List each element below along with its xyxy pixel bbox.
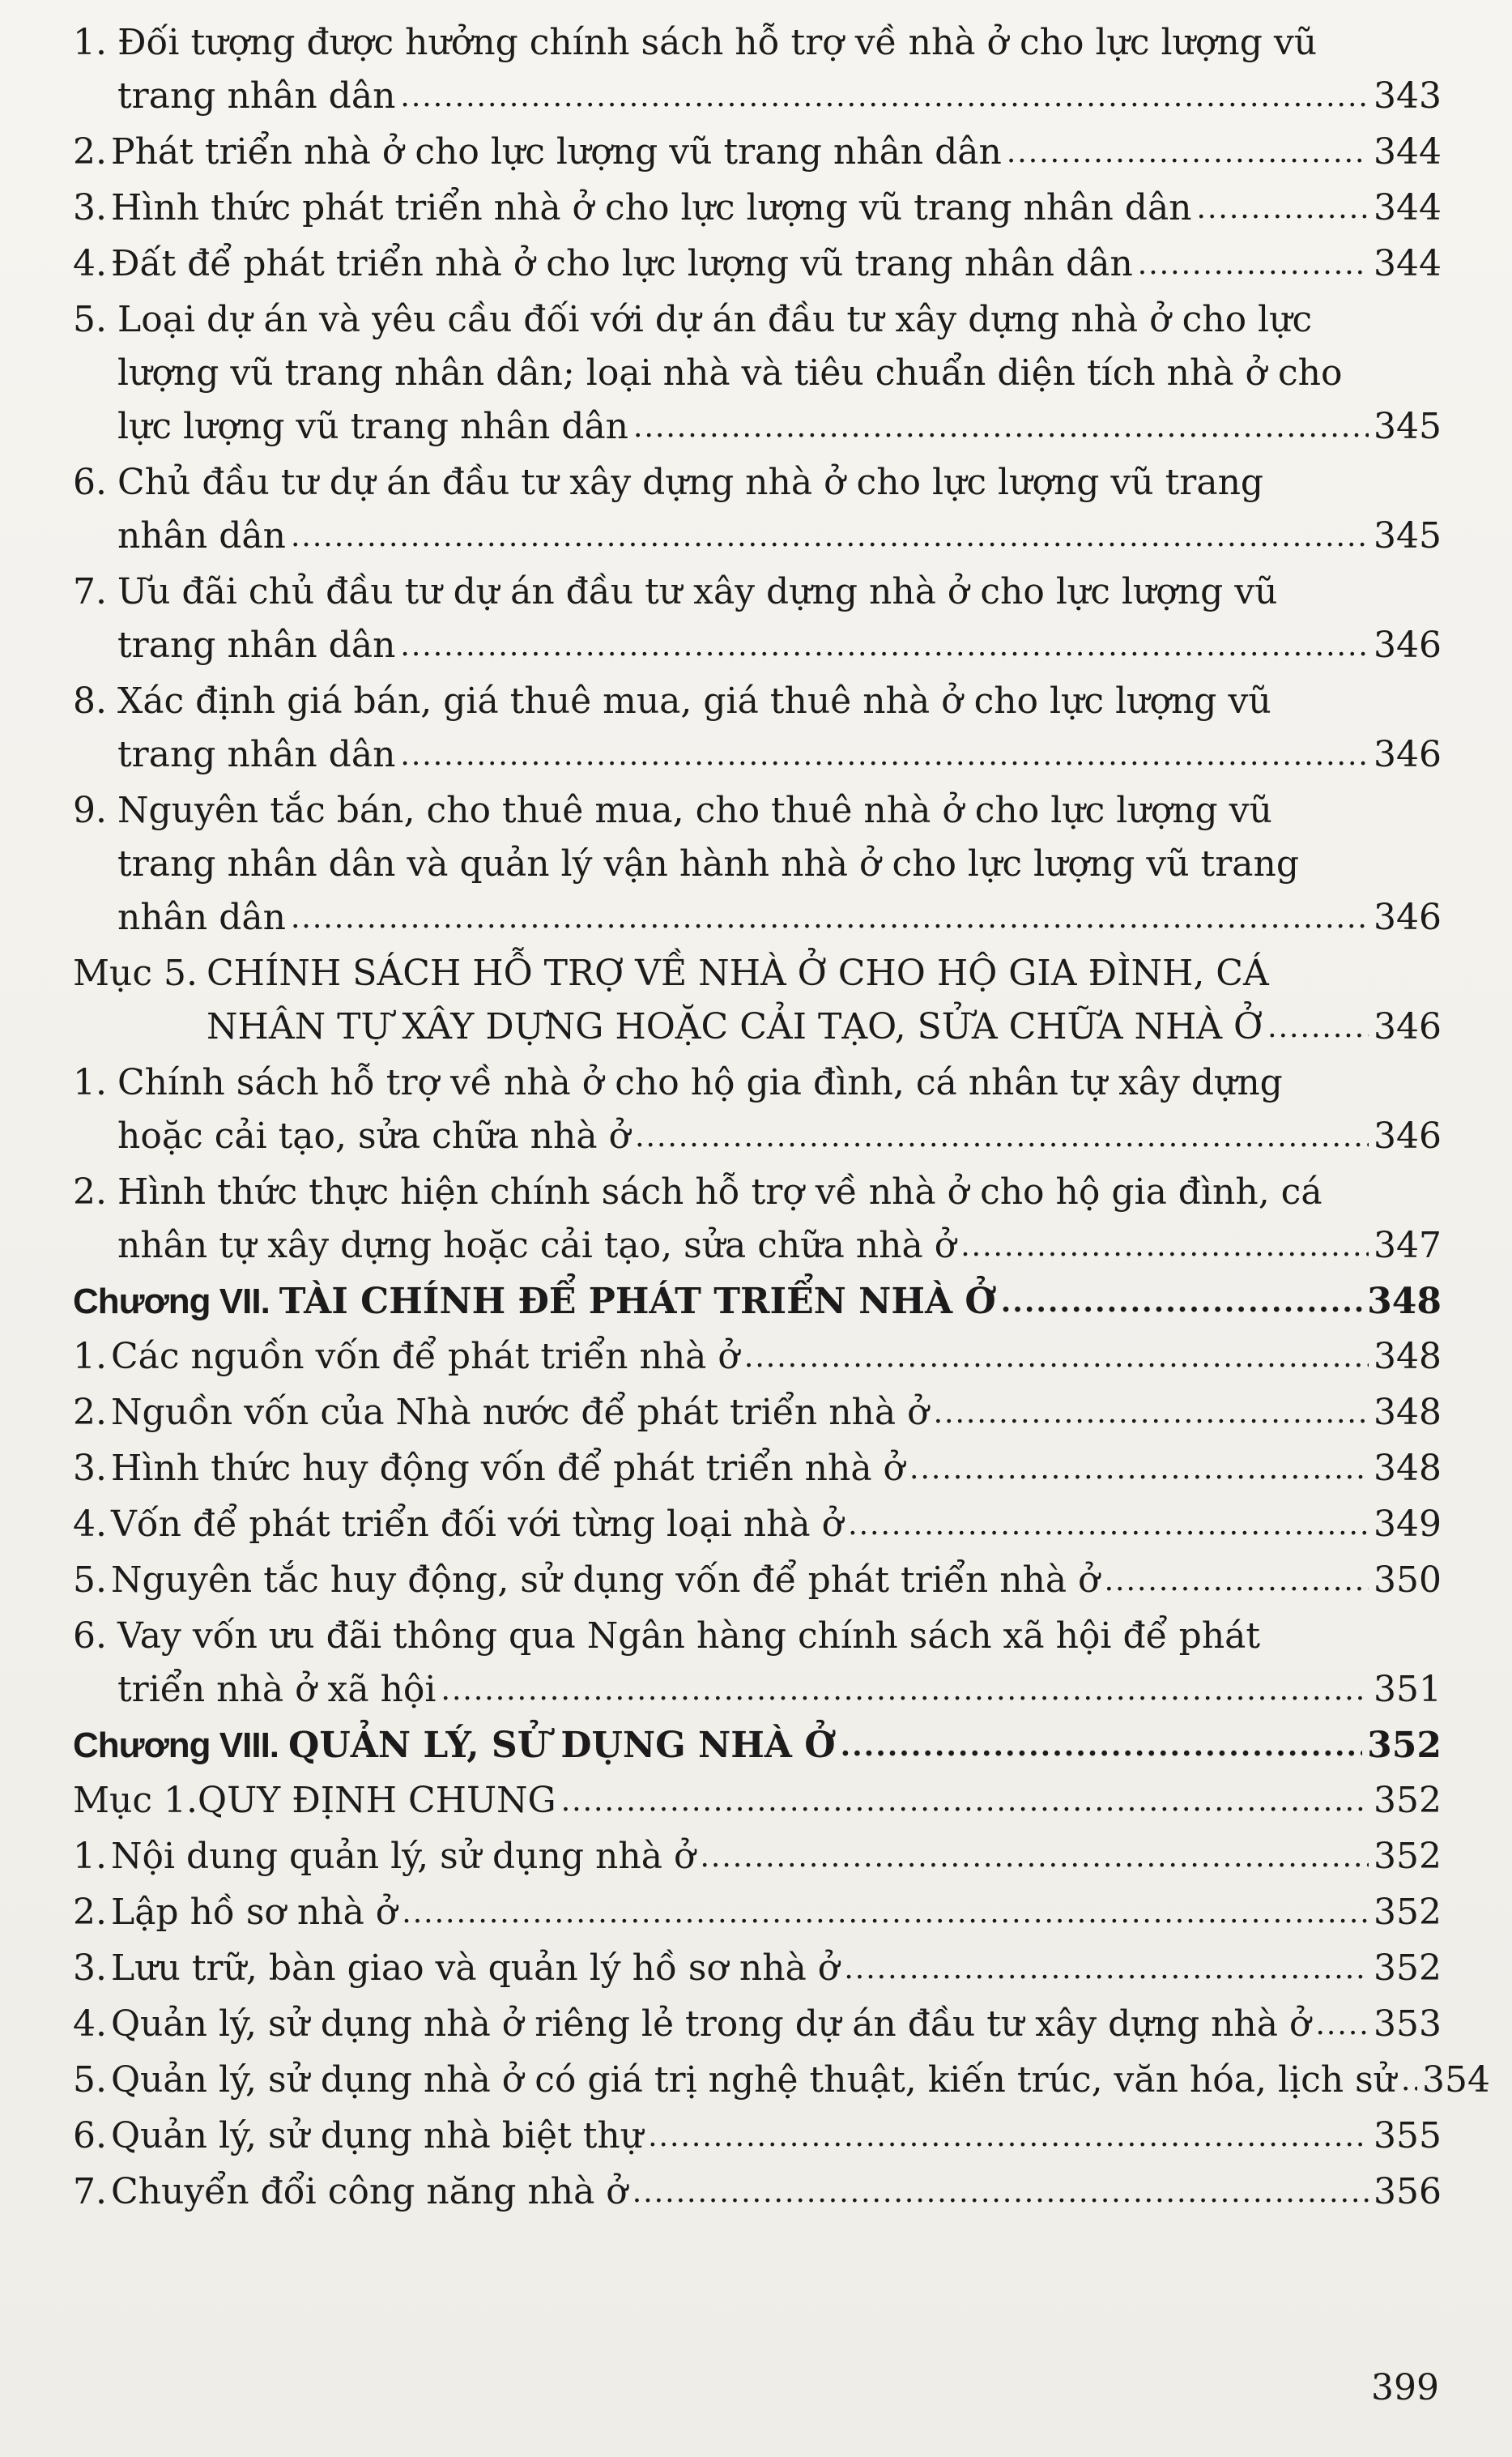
toc-entry-line bbox=[73, 1275, 1442, 1330]
dot-leader bbox=[909, 1440, 1369, 1496]
toc-entry-title: Quản lý, sử dụng nhà ở có giá trị nghệ thuật, kiến trúc, văn hóa, lịch sử bbox=[110, 2059, 1397, 2101]
toc-entry-number: 2. bbox=[73, 1171, 107, 1213]
toc-entry-number: 5. bbox=[73, 2059, 107, 2101]
toc-page-number: 346 bbox=[1374, 897, 1442, 938]
dot-leader bbox=[648, 2108, 1369, 2164]
toc-item[interactable] bbox=[73, 181, 1442, 237]
toc-page-number: 345 bbox=[1374, 406, 1442, 447]
toc-entry-title: trang nhân dân bbox=[117, 625, 396, 666]
toc-page-number: 346 bbox=[1374, 1006, 1442, 1047]
toc-entry-line bbox=[73, 1498, 1442, 1554]
toc-entry-number: 2. bbox=[73, 131, 107, 173]
dot-leader bbox=[1197, 180, 1369, 236]
toc-item[interactable] bbox=[73, 1942, 1442, 1998]
toc-page-number: 348 bbox=[1374, 1448, 1442, 1489]
toc-entry-line bbox=[73, 1774, 1442, 1830]
dot-leader bbox=[441, 1661, 1369, 1717]
toc-item[interactable] bbox=[73, 126, 1442, 181]
toc-item[interactable] bbox=[73, 1386, 1442, 1442]
toc-entry-title: Xác định giá bán, giá thuê mua, giá thuê nhà ở cho lực lượng vũ bbox=[117, 680, 1271, 722]
toc-entry-line bbox=[117, 510, 1442, 565]
toc-entry-line bbox=[117, 70, 1442, 126]
toc-entry-number: 4. bbox=[73, 243, 107, 284]
toc-entry-line bbox=[73, 1442, 1442, 1498]
toc-entry-title: lượng vũ trang nhân dân; loại nhà và tiêu chuẩn diện tích nhà ở cho bbox=[117, 352, 1343, 394]
toc-entry-number: 7. bbox=[73, 571, 107, 612]
toc-page-number: 350 bbox=[1374, 1559, 1442, 1601]
toc-entry-line bbox=[73, 293, 1442, 347]
toc-entry-line bbox=[73, 456, 1442, 510]
toc-entry-line bbox=[117, 728, 1442, 784]
toc-entry-line bbox=[73, 1554, 1442, 1610]
dot-leader bbox=[400, 68, 1369, 124]
toc-entry-title: lực lượng vũ trang nhân dân bbox=[117, 406, 629, 447]
toc-entry-line bbox=[117, 400, 1442, 456]
toc-entry-line bbox=[73, 1330, 1442, 1386]
toc-page-number: 344 bbox=[1374, 187, 1442, 228]
toc-entry-number: 4. bbox=[73, 2003, 107, 2045]
toc-item[interactable] bbox=[73, 1998, 1442, 2054]
toc-entry-title: Hình thức huy động vốn để phát triển nhà ở bbox=[110, 1448, 905, 1489]
toc-page-number: 355 bbox=[1374, 2115, 1442, 2156]
toc-entry-line bbox=[73, 237, 1442, 293]
toc-page-number: 348 bbox=[1374, 1336, 1442, 1377]
toc-entry-title: TÀI CHÍNH ĐỂ PHÁT TRIỂN NHÀ Ở bbox=[279, 1281, 996, 1322]
toc-entry-line bbox=[117, 1219, 1442, 1275]
toc-item[interactable] bbox=[73, 456, 1442, 565]
toc-entry-number: 3. bbox=[73, 1448, 107, 1489]
toc-entry-line bbox=[117, 619, 1442, 675]
dot-leader bbox=[841, 1717, 1363, 1772]
toc-entry-title: CHÍNH SÁCH HỖ TRỢ VỀ NHÀ Ở CHO HỘ GIA ĐÌNH, CÁ bbox=[207, 953, 1269, 994]
toc-page-number: 354 bbox=[1422, 2059, 1490, 2101]
toc-item[interactable] bbox=[73, 293, 1442, 456]
toc-entry-number: 5. bbox=[73, 299, 107, 340]
dot-leader bbox=[400, 727, 1369, 783]
toc-page-number: 345 bbox=[1374, 515, 1442, 557]
toc-entry-title: Nguyên tắc bán, cho thuê mua, cho thuê nhà ở cho lực lượng vũ bbox=[117, 790, 1272, 831]
toc-item[interactable] bbox=[73, 2165, 1442, 2221]
dot-leader bbox=[561, 1772, 1369, 1828]
toc-page-number: 352 bbox=[1367, 1725, 1442, 1766]
toc-entry-title: Nguồn vốn của Nhà nước để phát triển nhà ở bbox=[110, 1392, 929, 1433]
toc-entry-number: 2. bbox=[73, 1392, 107, 1433]
toc-entry-line bbox=[73, 675, 1442, 728]
toc-page-number: 344 bbox=[1374, 131, 1442, 173]
toc-entry-number: Chương VIII. bbox=[73, 1725, 279, 1765]
toc-page-number: 349 bbox=[1374, 1504, 1442, 1545]
toc-entry-title: QUY ĐỊNH CHUNG bbox=[198, 1780, 556, 1821]
toc-item[interactable] bbox=[73, 1442, 1442, 1498]
toc-entry-number: 2. bbox=[73, 1892, 107, 1933]
dot-leader bbox=[700, 1828, 1369, 1884]
toc-entry-title: Quản lý, sử dụng nhà biệt thự bbox=[110, 2115, 644, 2156]
toc-entry-line bbox=[117, 891, 1442, 947]
toc-entry-title: trang nhân dân bbox=[117, 734, 396, 775]
toc-page-number: 346 bbox=[1374, 1115, 1442, 1157]
toc-entry-title: Hình thức thực hiện chính sách hỗ trợ về nhà ở cho hộ gia đình, cá bbox=[117, 1171, 1322, 1213]
dot-leader bbox=[1007, 124, 1369, 180]
toc-entry-title: Quản lý, sử dụng nhà ở riêng lẻ trong dự án đầu tư xây dựng nhà ở bbox=[110, 2003, 1311, 2045]
toc-entry-line bbox=[73, 1166, 1442, 1219]
dot-leader bbox=[1105, 1552, 1369, 1608]
toc-page-number: 351 bbox=[1374, 1669, 1442, 1710]
toc-entry-title: trang nhân dân bbox=[117, 75, 396, 117]
toc-entry-title: Nguyên tắc huy động, sử dụng vốn để phát triển nhà ở bbox=[110, 1559, 1100, 1601]
toc-entry-line bbox=[73, 2054, 1490, 2109]
toc-entry-line bbox=[73, 1886, 1442, 1942]
toc-entry-title: Vốn để phát triển đối với từng loại nhà ở bbox=[110, 1504, 844, 1545]
toc-page-number: 343 bbox=[1374, 75, 1442, 117]
toc-entry-title: triển nhà ở xã hội bbox=[117, 1669, 437, 1710]
toc-entry-title: Chính sách hỗ trợ về nhà ở cho hộ gia đình, cá nhân tự xây dựng bbox=[117, 1062, 1283, 1103]
toc-page-number: 344 bbox=[1374, 243, 1442, 284]
toc-entry-title: nhân tự xây dựng hoặc cải tạo, sửa chữa nhà ở bbox=[117, 1225, 956, 1266]
dot-leader bbox=[635, 1108, 1369, 1164]
toc-item[interactable] bbox=[73, 2054, 1490, 2109]
table-of-contents bbox=[73, 16, 1490, 2221]
dot-leader bbox=[633, 399, 1369, 454]
toc-entry-title: Các nguồn vốn để phát triển nhà ở bbox=[110, 1336, 739, 1377]
toc-entry-line bbox=[73, 784, 1442, 838]
toc-entry-number: Chương VII. bbox=[73, 1282, 270, 1321]
toc-entry-number: 1. bbox=[73, 1836, 107, 1877]
dot-leader bbox=[291, 508, 1369, 564]
toc-entry-title: Loại dự án và yêu cầu đối với dự án đầu tư xây dựng nhà ở cho lực bbox=[117, 299, 1313, 340]
dot-leader bbox=[402, 1884, 1369, 1940]
toc-entry-number: 1. bbox=[73, 1336, 107, 1377]
toc-item[interactable] bbox=[73, 1886, 1442, 1942]
dot-leader bbox=[632, 2164, 1369, 2220]
toc-item[interactable] bbox=[73, 1056, 1442, 1166]
dot-leader bbox=[1401, 2052, 1417, 2108]
toc-entry-title: Lưu trữ, bàn giao và quản lý hồ sơ nhà ở bbox=[110, 1947, 840, 1989]
toc-page-number: 352 bbox=[1374, 1836, 1442, 1877]
toc-item[interactable] bbox=[73, 1610, 1442, 1719]
toc-page-number: 356 bbox=[1374, 2171, 1442, 2212]
toc-entry-number: 5. bbox=[73, 1559, 107, 1601]
toc-entry-line bbox=[73, 1610, 1442, 1663]
toc-entry-title: nhân dân bbox=[117, 515, 286, 557]
toc-item[interactable] bbox=[73, 1330, 1442, 1386]
toc-entry-title: Hình thức phát triển nhà ở cho lực lượng vũ trang nhân dân bbox=[110, 187, 1192, 228]
dot-leader bbox=[1001, 1273, 1362, 1329]
toc-entry-title: Chuyển đổi công năng nhà ở bbox=[110, 2171, 628, 2212]
toc-entry-number: 3. bbox=[73, 1947, 107, 1989]
toc-entry-title: Ưu đãi chủ đầu tư dự án đầu tư xây dựng nhà ở cho lực lượng vũ bbox=[117, 571, 1278, 612]
toc-entry-number: 1. bbox=[73, 22, 107, 63]
dot-leader bbox=[934, 1384, 1369, 1440]
toc-item[interactable] bbox=[73, 1166, 1442, 1275]
toc-entry-line bbox=[73, 2165, 1442, 2221]
toc-item[interactable] bbox=[73, 237, 1442, 293]
toc-entry-title: Vay vốn ưu đãi thông qua Ngân hàng chính sách xã hội để phát bbox=[117, 1615, 1261, 1657]
toc-entry-title: Chủ đầu tư dự án đầu tư xây dựng nhà ở cho lực lượng vũ trang bbox=[117, 462, 1264, 503]
toc-entry-line bbox=[73, 126, 1442, 181]
toc-entry-title: NHÂN TỰ XÂY DỰNG HOẶC CẢI TẠO, SỬA CHỮA NHÀ Ở bbox=[207, 1006, 1263, 1047]
toc-entry-number: 1. bbox=[73, 1062, 107, 1103]
dot-leader bbox=[744, 1329, 1369, 1384]
toc-entry-line bbox=[117, 838, 1442, 891]
toc-page-number: 352 bbox=[1374, 1780, 1442, 1821]
toc-entry-title: nhân dân bbox=[117, 897, 286, 938]
dot-leader bbox=[1138, 236, 1369, 292]
toc-page-number: 346 bbox=[1374, 734, 1442, 775]
toc-item[interactable] bbox=[73, 1830, 1442, 1886]
toc-entry-number: 9. bbox=[73, 790, 107, 831]
toc-entry-line bbox=[117, 347, 1442, 400]
toc-page-number: 348 bbox=[1374, 1392, 1442, 1433]
toc-page-number: 352 bbox=[1374, 1947, 1442, 1989]
dot-leader bbox=[291, 889, 1369, 945]
toc-entry-title: Đất để phát triển nhà ở cho lực lượng vũ trang nhân dân bbox=[110, 243, 1133, 284]
toc-entry-line bbox=[117, 1663, 1442, 1719]
toc-item[interactable] bbox=[73, 565, 1442, 675]
toc-item[interactable] bbox=[73, 784, 1442, 947]
toc-entry-title: Đối tượng được hưởng chính sách hỗ trợ về nhà ở cho lực lượng vũ bbox=[117, 22, 1318, 63]
toc-entry-line bbox=[73, 181, 1442, 237]
toc-entry-number: 8. bbox=[73, 680, 107, 722]
toc-item[interactable] bbox=[73, 2109, 1442, 2165]
toc-item[interactable] bbox=[73, 16, 1442, 126]
toc-entry-line bbox=[73, 1998, 1442, 2054]
toc-entry-line bbox=[73, 1942, 1442, 1998]
toc-entry-line bbox=[73, 1830, 1442, 1886]
dot-leader bbox=[848, 1496, 1369, 1552]
toc-entry-title: hoặc cải tạo, sửa chữa nhà ở bbox=[117, 1115, 631, 1157]
toc-chapter-heading[interactable] bbox=[73, 1275, 1442, 1330]
toc-item[interactable] bbox=[73, 675, 1442, 784]
toc-entry-title: Nội dung quản lý, sử dụng nhà ở bbox=[110, 1836, 696, 1877]
toc-entry-number: Mục 5. bbox=[73, 953, 198, 994]
toc-page-number: 353 bbox=[1374, 2003, 1442, 2045]
toc-entry-line bbox=[117, 1110, 1442, 1166]
toc-page-number: 346 bbox=[1374, 625, 1442, 666]
toc-entry-title: Phát triển nhà ở cho lực lượng vũ trang nhân dân bbox=[110, 131, 1002, 173]
toc-entry-line bbox=[73, 1056, 1442, 1110]
toc-entry-title: QUẢN LÝ, SỬ DỤNG NHÀ Ở bbox=[288, 1725, 836, 1766]
toc-item[interactable] bbox=[73, 1554, 1442, 1610]
toc-item[interactable] bbox=[73, 1498, 1442, 1554]
toc-entry-title: trang nhân dân và quản lý vận hành nhà ở cho lực lượng vũ trang bbox=[117, 843, 1299, 885]
toc-entry-number: 7. bbox=[73, 2171, 107, 2212]
page-number: 399 bbox=[1371, 2367, 1439, 2408]
dot-leader bbox=[400, 617, 1369, 673]
toc-entry-line bbox=[73, 1719, 1442, 1774]
toc-page-number: 352 bbox=[1374, 1892, 1442, 1933]
toc-entry-number: 6. bbox=[73, 462, 107, 503]
toc-entry-line bbox=[73, 1000, 1442, 1056]
toc-chapter-heading[interactable] bbox=[73, 1719, 1442, 1774]
toc-entry-number: 4. bbox=[73, 1504, 107, 1545]
dot-leader bbox=[960, 1218, 1369, 1273]
toc-entry-line bbox=[73, 16, 1442, 70]
toc-entry-number: 6. bbox=[73, 2115, 107, 2156]
toc-entry-number: 6. bbox=[73, 1615, 107, 1657]
toc-entry-line bbox=[73, 565, 1442, 619]
toc-page-number: 347 bbox=[1374, 1225, 1442, 1266]
dot-leader bbox=[1315, 1996, 1369, 2052]
toc-entry-title: Lập hồ sơ nhà ở bbox=[110, 1892, 398, 1933]
toc-entry-number: 3. bbox=[73, 187, 107, 228]
toc-entry-line bbox=[73, 2109, 1442, 2165]
toc-section-heading[interactable] bbox=[73, 947, 1442, 1056]
dot-leader bbox=[1267, 999, 1369, 1055]
toc-entry-line bbox=[73, 1386, 1442, 1442]
toc-section-heading[interactable] bbox=[73, 1774, 1442, 1830]
dot-leader bbox=[844, 1940, 1369, 1996]
toc-entry-number: Mục 1. bbox=[73, 1780, 198, 1821]
toc-entry-line bbox=[73, 947, 1442, 1000]
toc-page-number: 348 bbox=[1367, 1281, 1442, 1322]
